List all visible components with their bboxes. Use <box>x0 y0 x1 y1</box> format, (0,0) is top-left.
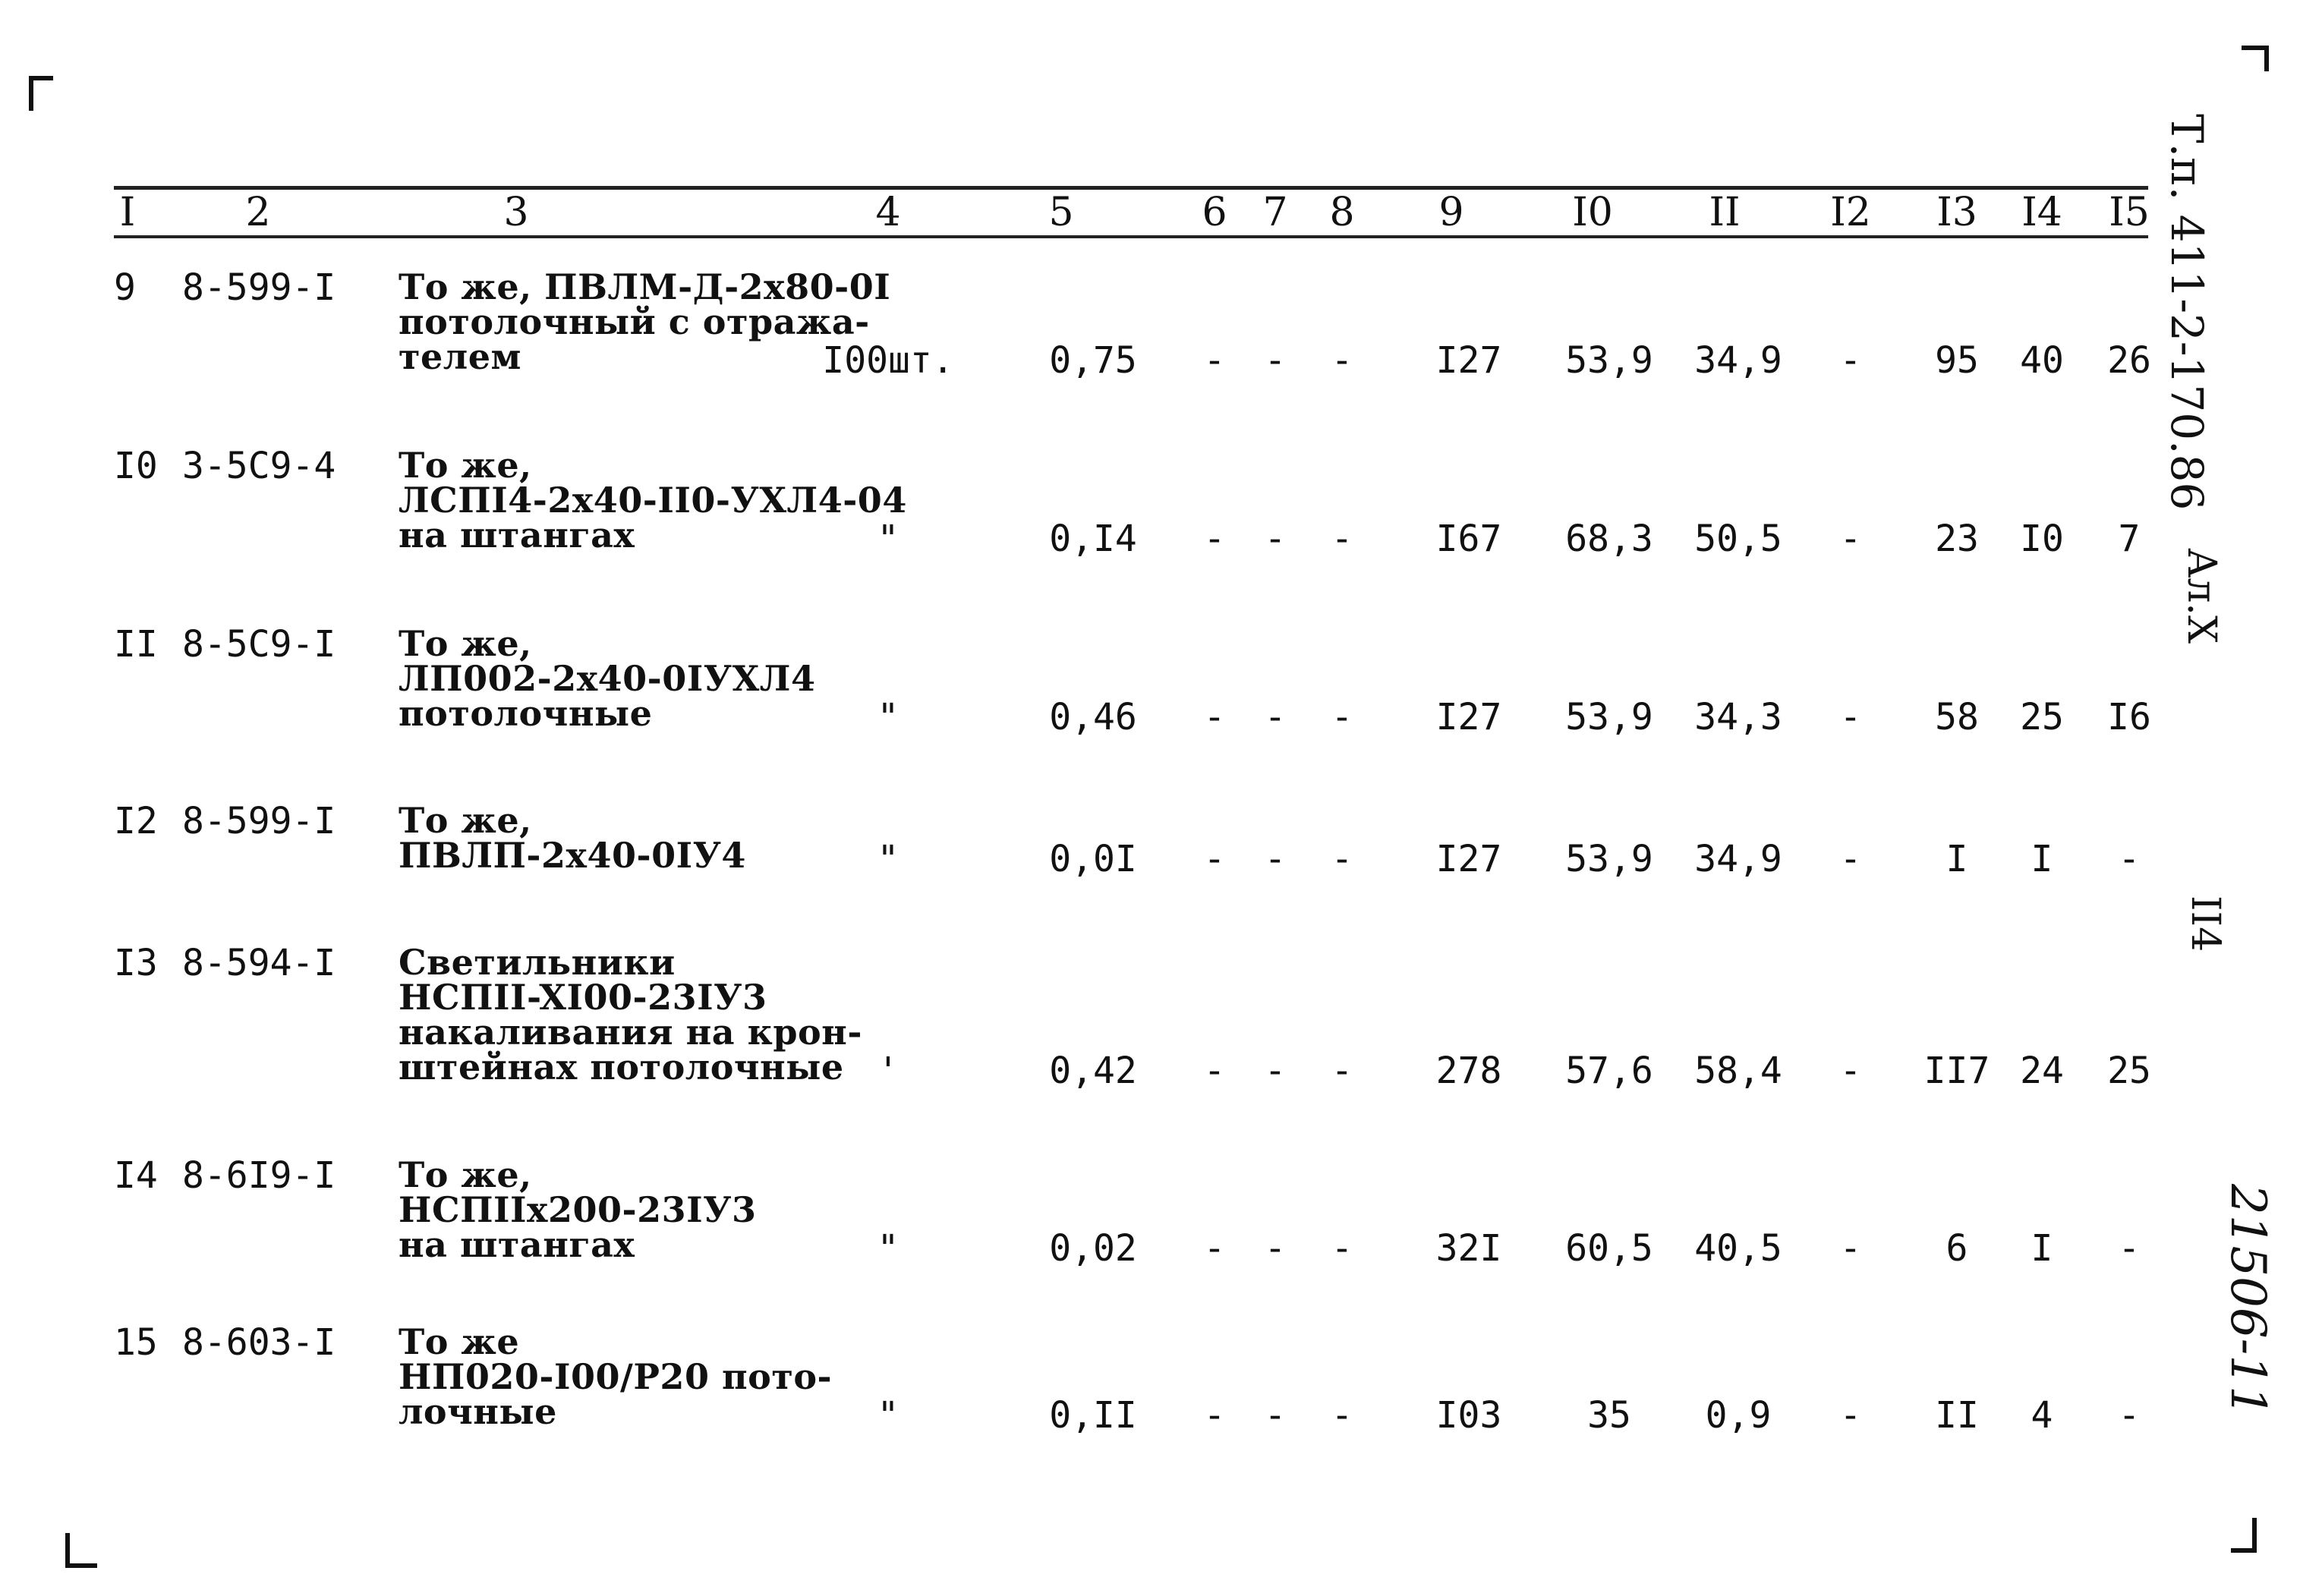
col9-value: I27 <box>1435 838 1502 880</box>
col9-value: I27 <box>1435 339 1502 382</box>
row-number: I3 <box>114 942 158 984</box>
col5-value: 0,I4 <box>1049 518 1137 560</box>
description-line: накаливания на крон- <box>399 1012 862 1053</box>
col14-value: 4 <box>2031 1394 2053 1437</box>
col14-value: I <box>2031 1227 2053 1270</box>
col6-value: - <box>1203 838 1226 880</box>
col7-value: - <box>1264 339 1287 382</box>
col-header-11: II <box>1709 190 1741 235</box>
col14-value: 40 <box>2020 339 2064 382</box>
col15-value: I6 <box>2107 696 2151 738</box>
item-description <box>399 1154 757 1265</box>
col15-value: - <box>2118 1394 2141 1437</box>
col7-value: - <box>1264 1394 1287 1437</box>
unit-of-measure: " <box>877 518 899 560</box>
unit-of-measure: I00шт. <box>822 339 954 382</box>
col11-value: 34,3 <box>1694 696 1782 738</box>
handwritten-archive-number: 21506-11 <box>2220 1184 2276 1417</box>
row-number: 15 <box>114 1321 158 1364</box>
description-line: ПВЛП-2х40-0IУ4 <box>399 835 746 876</box>
col12-value: - <box>1839 838 1862 880</box>
description-line: на штангах <box>399 515 635 556</box>
col12-value: - <box>1839 518 1862 560</box>
col13-value: 23 <box>1935 518 1979 560</box>
col8-value: - <box>1331 339 1353 382</box>
col13-value: II <box>1935 1394 1979 1437</box>
col-header-2: 2 <box>245 190 271 235</box>
col13-value: I <box>1946 838 1968 880</box>
col10-value: 60,5 <box>1565 1227 1653 1270</box>
col11-value: 40,5 <box>1694 1227 1782 1270</box>
item-description <box>399 266 891 377</box>
unit-of-measure: ' <box>877 1050 899 1092</box>
col6-value: - <box>1203 1227 1226 1270</box>
document-code: Т.п. 411-2-170.86 <box>2161 114 2213 511</box>
col11-value: 50,5 <box>1694 518 1782 560</box>
col8-value: - <box>1331 518 1353 560</box>
col14-value: 24 <box>2020 1050 2064 1092</box>
col7-value: - <box>1264 696 1287 738</box>
col-header-4: 4 <box>875 190 901 235</box>
col7-value: - <box>1264 1050 1287 1092</box>
col15-value: - <box>2118 1227 2141 1270</box>
col13-value: 95 <box>1935 339 1979 382</box>
col9-value: I03 <box>1435 1394 1502 1437</box>
description-line: на штангах <box>399 1224 635 1265</box>
item-description <box>399 942 862 1088</box>
col6-value: - <box>1203 518 1226 560</box>
sheet-label: Ал.X <box>2179 548 2224 644</box>
col-header-7: 7 <box>1262 190 1288 235</box>
col11-value: 0,9 <box>1705 1394 1772 1437</box>
col9-value: 32I <box>1435 1227 1502 1270</box>
col5-value: 0,46 <box>1049 696 1137 738</box>
row-number: 9 <box>114 266 136 309</box>
col-header-6: 6 <box>1202 190 1227 235</box>
crop-mark-top-right <box>2242 46 2269 71</box>
description-line: То же, <box>399 800 532 841</box>
description-line: ЛП002-2х40-0IУХЛ4 <box>399 658 816 699</box>
item-description <box>399 1321 833 1432</box>
description-line: Светильники <box>399 942 676 983</box>
description-line: НП020-I00/Р20 пото- <box>399 1356 833 1397</box>
unit-of-measure: " <box>877 1227 899 1270</box>
col9-value: I67 <box>1435 518 1502 560</box>
unit-of-measure: " <box>877 1394 899 1437</box>
col-header-1: I <box>119 190 136 235</box>
norm-code: 8-599-I <box>182 800 336 842</box>
unit-of-measure: " <box>877 696 899 738</box>
row-number: I0 <box>114 445 158 487</box>
description-line: ЛСПI4-2х40-II0-УХЛ4-04 <box>399 480 907 521</box>
col13-value: II7 <box>1923 1050 1990 1092</box>
col7-value: - <box>1264 838 1287 880</box>
norm-code: 3-5С9-4 <box>182 445 336 487</box>
col8-value: - <box>1331 1050 1353 1092</box>
col12-value: - <box>1839 339 1862 382</box>
col-header-12: I2 <box>1830 190 1871 235</box>
description-line: потолочный с отража- <box>399 301 870 342</box>
description-line: НСПIIх200-23IУ3 <box>399 1189 757 1230</box>
row-number: I2 <box>114 800 158 842</box>
item-description <box>399 445 907 556</box>
col8-value: - <box>1331 838 1353 880</box>
col5-value: 0,02 <box>1049 1227 1137 1270</box>
col11-value: 34,9 <box>1694 838 1782 880</box>
col11-value: 34,9 <box>1694 339 1782 382</box>
col13-value: 58 <box>1935 696 1979 738</box>
norm-code: 8-6I9-I <box>182 1154 336 1197</box>
col-header-3: 3 <box>503 190 529 235</box>
col13-value: 6 <box>1946 1227 1968 1270</box>
description-line: НСПII-XI00-23IУ3 <box>399 977 767 1018</box>
col8-value: - <box>1331 696 1353 738</box>
col-header-10: I0 <box>1572 190 1613 235</box>
col14-value: I0 <box>2020 518 2064 560</box>
col6-value: - <box>1203 1394 1226 1437</box>
col7-value: - <box>1264 1227 1287 1270</box>
description-line: штейнах потолочные <box>399 1047 844 1088</box>
header-bottom-rule <box>114 235 2148 238</box>
col14-value: I <box>2031 838 2053 880</box>
col6-value: - <box>1203 696 1226 738</box>
col10-value: 53,9 <box>1565 696 1653 738</box>
norm-code: 8-594-I <box>182 942 336 984</box>
col12-value: - <box>1839 696 1862 738</box>
col8-value: - <box>1331 1227 1353 1270</box>
norm-code: 8-599-I <box>182 266 336 309</box>
col6-value: - <box>1203 339 1226 382</box>
col15-value: 26 <box>2107 339 2151 382</box>
col6-value: - <box>1203 1050 1226 1092</box>
norm-code: 8-603-I <box>182 1321 336 1364</box>
col10-value: 53,9 <box>1565 339 1653 382</box>
col-header-5: 5 <box>1048 190 1074 235</box>
description-line: То же, ПВЛМ-Д-2х80-0I <box>399 266 891 307</box>
col-header-14: I4 <box>2021 190 2062 235</box>
col5-value: 0,42 <box>1049 1050 1137 1092</box>
col12-value: - <box>1839 1394 1862 1437</box>
description-line: То же, <box>399 445 532 486</box>
col15-value: 25 <box>2107 1050 2151 1092</box>
crop-mark-top-left <box>29 76 53 111</box>
description-line: То же, <box>399 623 532 664</box>
col9-value: I27 <box>1435 696 1502 738</box>
col-header-13: I3 <box>1936 190 1977 235</box>
col10-value: 68,3 <box>1565 518 1653 560</box>
description-line: потолочные <box>399 693 653 734</box>
norm-code: 8-5С9-I <box>182 623 336 666</box>
col11-value: 58,4 <box>1694 1050 1782 1092</box>
description-line: лочные <box>399 1391 557 1432</box>
col5-value: 0,0I <box>1049 838 1137 880</box>
col15-value: - <box>2118 838 2141 880</box>
col10-value: 53,9 <box>1565 838 1653 880</box>
col8-value: - <box>1331 1394 1353 1437</box>
crop-mark-bottom-left <box>65 1533 97 1568</box>
col15-value: 7 <box>2118 518 2141 560</box>
col5-value: 0,75 <box>1049 339 1137 382</box>
description-line: То же, <box>399 1154 532 1195</box>
col5-value: 0,II <box>1049 1394 1137 1437</box>
row-number: II <box>114 623 158 666</box>
description-line: телем <box>399 336 521 377</box>
col-header-9: 9 <box>1438 190 1464 235</box>
col12-value: - <box>1839 1227 1862 1270</box>
col-header-15: I5 <box>2109 190 2150 235</box>
col9-value: 278 <box>1435 1050 1502 1092</box>
col10-value: 57,6 <box>1565 1050 1653 1092</box>
unit-of-measure: " <box>877 838 899 880</box>
col10-value: 35 <box>1587 1394 1631 1437</box>
col14-value: 25 <box>2020 696 2064 738</box>
crop-mark-bottom-right <box>2231 1518 2257 1553</box>
item-description <box>399 623 816 734</box>
page-number: II4 <box>2182 896 2228 952</box>
col12-value: - <box>1839 1050 1862 1092</box>
col7-value: - <box>1264 518 1287 560</box>
description-line: То же <box>399 1321 520 1362</box>
col-header-8: 8 <box>1329 190 1355 235</box>
row-number: I4 <box>114 1154 158 1197</box>
item-description <box>399 800 746 876</box>
